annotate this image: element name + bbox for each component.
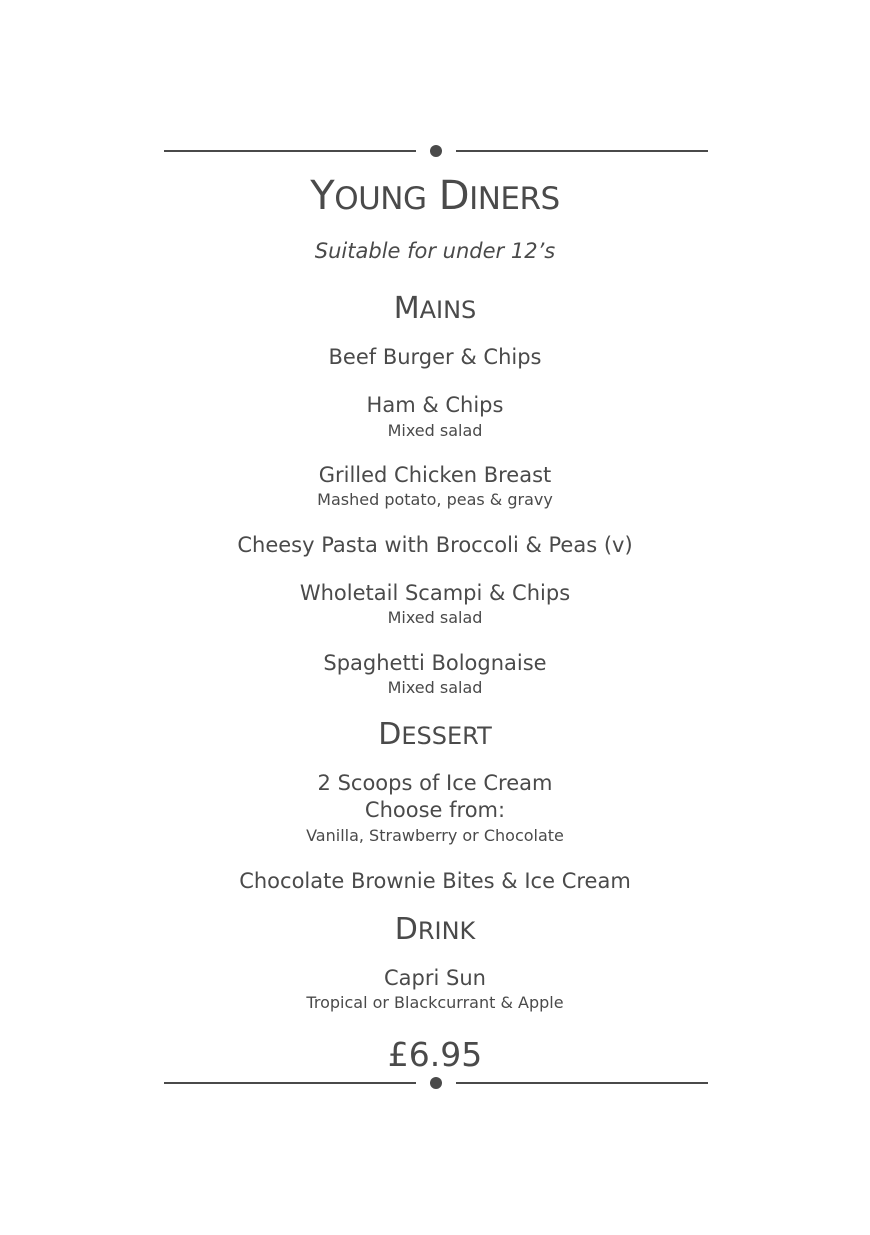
menu-item-description: Mashed potato, peas & gravy <box>317 490 553 509</box>
menu-item-name: Chocolate Brownie Bites & Ice Cream <box>239 869 631 893</box>
section-heading-dessert: DESSERT <box>378 717 492 752</box>
divider-line-left <box>164 1082 416 1084</box>
menu-item-name: Wholetail Scampi & Chips <box>299 581 571 605</box>
menu-subtitle: Suitable for under 12’s <box>314 239 556 263</box>
menu-item-name: Cheesy Pasta with Broccoli & Peas (v) <box>237 533 633 557</box>
divider-dot <box>430 145 442 157</box>
menu-item-name: Grilled Chicken Breast <box>318 463 552 487</box>
menu-item-name: Spaghetti Bolognaise <box>323 651 547 675</box>
top-divider <box>164 144 708 158</box>
section-heading-drink: DRINK <box>394 912 476 947</box>
menu-item-description: Mixed salad <box>387 608 483 627</box>
menu-price: £6.95 <box>387 1035 483 1074</box>
menu-item-description: Mixed salad <box>387 421 483 440</box>
divider-line-left <box>164 150 416 152</box>
menu-item-name: 2 Scoops of Ice Cream <box>317 771 553 795</box>
menu-item-name: Capri Sun <box>384 966 486 990</box>
bottom-divider <box>164 1076 708 1090</box>
menu-item-name-line2: Choose from: <box>364 798 506 822</box>
menu-item-name: Ham & Chips <box>366 393 504 417</box>
menu-item-description: Vanilla, Strawberry or Chocolate <box>306 826 564 845</box>
menu-item-name: Beef Burger & Chips <box>328 345 542 369</box>
divider-line-right <box>456 150 708 152</box>
section-heading-mains: MAINS <box>393 291 477 326</box>
divider-line-right <box>456 1082 708 1084</box>
menu-title: YOUNG DINERS <box>310 173 560 219</box>
divider-dot <box>430 1077 442 1089</box>
menu-item-description: Mixed salad <box>387 678 483 697</box>
menu-item-description: Tropical or Blackcurrant & Apple <box>306 993 564 1012</box>
